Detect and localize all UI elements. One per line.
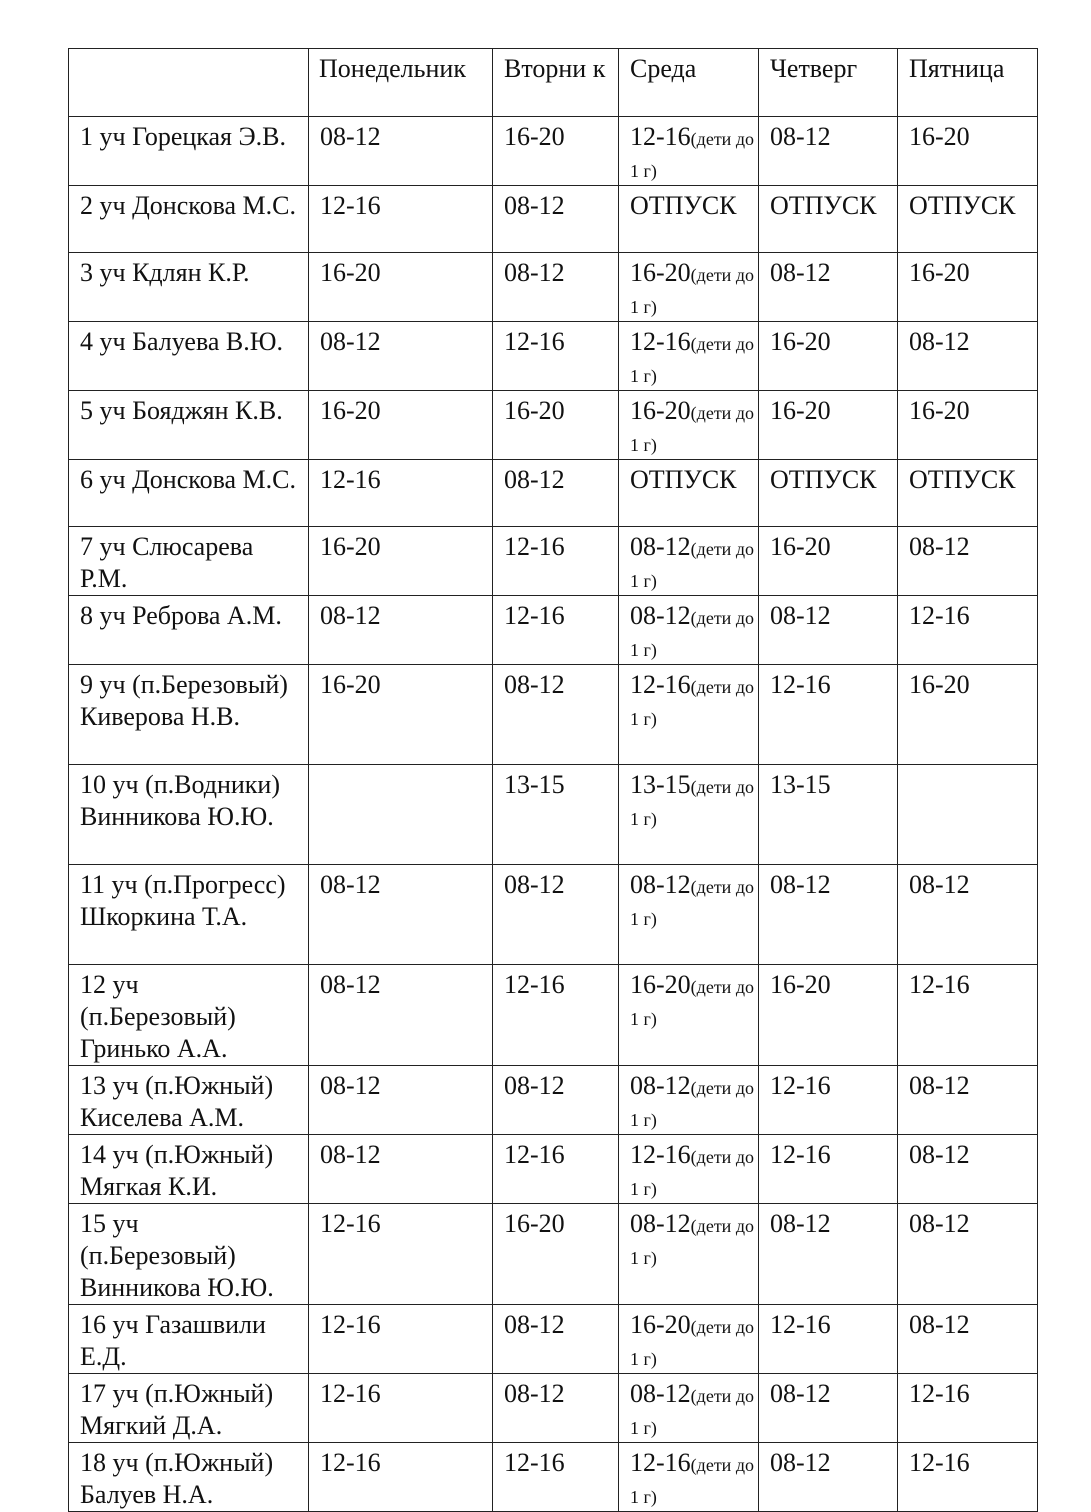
header-monday: Понедельник — [309, 49, 493, 117]
wednesday-note: (дети до 1 г) — [630, 334, 754, 386]
wednesday-hours: 16-20 — [630, 258, 691, 287]
station-cell: 17 уч (п.Южный) Мягкий Д.А. — [69, 1374, 309, 1443]
wednesday-cell — [619, 322, 759, 391]
station-cell: 15 уч (п.Березовый) Винникова Ю.Ю. — [69, 1204, 309, 1305]
wednesday-hours: 12-16 — [630, 1448, 691, 1477]
header-friday: Пятница — [898, 49, 1038, 117]
wednesday-note: (дети до 1 г) — [630, 1317, 754, 1369]
wednesday-note: (дети до 1 г) — [630, 539, 754, 591]
friday-cell: 12-16 — [898, 1374, 1038, 1443]
wednesday-note: (дети до 1 г) — [630, 677, 754, 729]
table-row — [69, 186, 1038, 253]
wednesday-cell — [619, 865, 759, 965]
monday-cell: 12-16 — [309, 1374, 493, 1443]
schedule-table — [68, 48, 1038, 1512]
friday-cell: 08-12 — [898, 1204, 1038, 1305]
tuesday-cell: 08-12 — [493, 665, 619, 765]
wednesday-note: (дети до 1 г) — [630, 403, 754, 455]
wednesday-note: (дети до 1 г) — [630, 1078, 754, 1130]
station-cell: 13 уч (п.Южный) Киселева А.М. — [69, 1066, 309, 1135]
monday-cell: 12-16 — [309, 1305, 493, 1374]
table-row — [69, 1204, 1038, 1305]
thursday-cell: 12-16 — [759, 665, 898, 765]
friday-cell: 08-12 — [898, 865, 1038, 965]
wednesday-hours: 08-12 — [630, 1209, 691, 1238]
table-row — [69, 1443, 1038, 1512]
station-cell: 2 уч Донскова М.С. — [69, 186, 309, 253]
wednesday-note: (дети до 1 г) — [630, 1455, 754, 1507]
table-row — [69, 1305, 1038, 1374]
thursday-cell: ОТПУСК — [759, 460, 898, 527]
friday-cell: 12-16 — [898, 596, 1038, 665]
monday-cell: 12-16 — [309, 1443, 493, 1512]
friday-cell: 16-20 — [898, 253, 1038, 322]
friday-cell: 08-12 — [898, 1066, 1038, 1135]
table-row — [69, 765, 1038, 865]
tuesday-cell: 12-16 — [493, 322, 619, 391]
thursday-cell: 16-20 — [759, 965, 898, 1066]
wednesday-cell — [619, 527, 759, 596]
tuesday-cell: 12-16 — [493, 965, 619, 1066]
friday-cell: ОТПУСК — [898, 460, 1038, 527]
thursday-cell: 08-12 — [759, 865, 898, 965]
table-row — [69, 253, 1038, 322]
friday-cell: 08-12 — [898, 1305, 1038, 1374]
wednesday-hours: 13-15 — [630, 770, 691, 799]
table-row — [69, 965, 1038, 1066]
wednesday-cell — [619, 1305, 759, 1374]
thursday-cell: 12-16 — [759, 1305, 898, 1374]
station-cell: 11 уч (п.Прогресс) Шкоркина Т.А. — [69, 865, 309, 965]
friday-cell: 12-16 — [898, 1443, 1038, 1512]
monday-cell: 08-12 — [309, 965, 493, 1066]
thursday-cell: 16-20 — [759, 527, 898, 596]
wednesday-cell — [619, 596, 759, 665]
station-cell: 10 уч (п.Водники) Винникова Ю.Ю. — [69, 765, 309, 865]
station-cell: 14 уч (п.Южный) Мягкая К.И. — [69, 1135, 309, 1204]
station-cell: 7 уч Слюсарева Р.М. — [69, 527, 309, 596]
monday-cell: 16-20 — [309, 391, 493, 460]
thursday-cell: 08-12 — [759, 1204, 898, 1305]
thursday-cell: 13-15 — [759, 765, 898, 865]
station-cell: 4 уч Балуева В.Ю. — [69, 322, 309, 391]
tuesday-cell: 08-12 — [493, 186, 619, 253]
wednesday-note: (дети до 1 г) — [630, 1386, 754, 1438]
tuesday-cell: 08-12 — [493, 1066, 619, 1135]
header-tuesday: Вторни к — [493, 49, 619, 117]
wednesday-hours: 08-12 — [630, 870, 691, 899]
monday-cell: 16-20 — [309, 665, 493, 765]
thursday-cell: 16-20 — [759, 391, 898, 460]
tuesday-cell: 16-20 — [493, 391, 619, 460]
thursday-cell: ОТПУСК — [759, 186, 898, 253]
friday-cell: 16-20 — [898, 117, 1038, 186]
table-row — [69, 322, 1038, 391]
wednesday-note: (дети до 1 г) — [630, 608, 754, 660]
table-row — [69, 1135, 1038, 1204]
wednesday-cell — [619, 965, 759, 1066]
station-cell: 18 уч (п.Южный) Балуев Н.А. — [69, 1443, 309, 1512]
friday-cell: 16-20 — [898, 391, 1038, 460]
header-corner — [69, 49, 309, 117]
thursday-cell: 08-12 — [759, 253, 898, 322]
wednesday-cell — [619, 1066, 759, 1135]
wednesday-hours: 12-16 — [630, 327, 691, 356]
header-row — [69, 49, 1038, 117]
station-cell: 12 уч (п.Березовый) Гринько А.А. — [69, 965, 309, 1066]
wednesday-hours: ОТПУСК — [630, 465, 737, 494]
monday-cell: 12-16 — [309, 1204, 493, 1305]
wednesday-cell — [619, 253, 759, 322]
tuesday-cell: 16-20 — [493, 1204, 619, 1305]
tuesday-cell: 12-16 — [493, 1443, 619, 1512]
tuesday-cell: 08-12 — [493, 1305, 619, 1374]
wednesday-cell — [619, 186, 759, 253]
tuesday-cell: 13-15 — [493, 765, 619, 865]
wednesday-cell — [619, 1443, 759, 1512]
wednesday-note: (дети до 1 г) — [630, 265, 754, 317]
wednesday-hours: 12-16 — [630, 122, 691, 151]
monday-cell: 08-12 — [309, 1066, 493, 1135]
monday-cell: 08-12 — [309, 117, 493, 186]
monday-cell: 08-12 — [309, 1135, 493, 1204]
friday-cell: 16-20 — [898, 665, 1038, 765]
wednesday-cell — [619, 117, 759, 186]
wednesday-note: (дети до 1 г) — [630, 777, 754, 829]
wednesday-cell — [619, 765, 759, 865]
wednesday-hours: 08-12 — [630, 1071, 691, 1100]
wednesday-note: (дети до 1 г) — [630, 129, 754, 181]
tuesday-cell: 08-12 — [493, 1374, 619, 1443]
wednesday-note: (дети до 1 г) — [630, 877, 754, 929]
friday-cell: 08-12 — [898, 1135, 1038, 1204]
thursday-cell: 12-16 — [759, 1066, 898, 1135]
monday-cell: 08-12 — [309, 865, 493, 965]
thursday-cell: 08-12 — [759, 117, 898, 186]
wednesday-note: (дети до 1 г) — [630, 1216, 754, 1268]
station-cell: 6 уч Донскова М.С. — [69, 460, 309, 527]
wednesday-hours: ОТПУСК — [630, 191, 737, 220]
monday-cell: 08-12 — [309, 596, 493, 665]
wednesday-hours: 08-12 — [630, 532, 691, 561]
wednesday-note: (дети до 1 г) — [630, 1147, 754, 1199]
table-row — [69, 117, 1038, 186]
schedule-body — [69, 49, 1038, 1512]
wednesday-hours: 12-16 — [630, 670, 691, 699]
table-row — [69, 865, 1038, 965]
wednesday-cell — [619, 1204, 759, 1305]
station-cell: 5 уч Бояджян К.В. — [69, 391, 309, 460]
table-row — [69, 665, 1038, 765]
friday-cell — [898, 765, 1038, 865]
tuesday-cell: 08-12 — [493, 460, 619, 527]
wednesday-cell — [619, 1135, 759, 1204]
monday-cell: 12-16 — [309, 460, 493, 527]
table-row — [69, 460, 1038, 527]
friday-cell: 08-12 — [898, 527, 1038, 596]
monday-cell — [309, 765, 493, 865]
header-wednesday: Среда — [619, 49, 759, 117]
wednesday-hours: 08-12 — [630, 601, 691, 630]
thursday-cell: 08-12 — [759, 1374, 898, 1443]
thursday-cell: 08-12 — [759, 596, 898, 665]
tuesday-cell: 12-16 — [493, 596, 619, 665]
tuesday-cell: 12-16 — [493, 1135, 619, 1204]
table-row — [69, 527, 1038, 596]
table-row — [69, 391, 1038, 460]
monday-cell: 08-12 — [309, 322, 493, 391]
table-row — [69, 1066, 1038, 1135]
station-cell: 8 уч Реброва А.М. — [69, 596, 309, 665]
wednesday-hours: 12-16 — [630, 1140, 691, 1169]
thursday-cell: 08-12 — [759, 1443, 898, 1512]
tuesday-cell: 16-20 — [493, 117, 619, 186]
tuesday-cell: 08-12 — [493, 865, 619, 965]
friday-cell: 08-12 — [898, 322, 1038, 391]
monday-cell: 16-20 — [309, 253, 493, 322]
tuesday-cell: 12-16 — [493, 527, 619, 596]
wednesday-hours: 16-20 — [630, 396, 691, 425]
monday-cell: 12-16 — [309, 186, 493, 253]
wednesday-cell — [619, 665, 759, 765]
friday-cell: ОТПУСК — [898, 186, 1038, 253]
header-thursday: Четверг — [759, 49, 898, 117]
station-cell: 3 уч Кдлян К.Р. — [69, 253, 309, 322]
wednesday-note: (дети до 1 г) — [630, 977, 754, 1029]
thursday-cell: 12-16 — [759, 1135, 898, 1204]
wednesday-hours: 16-20 — [630, 1310, 691, 1339]
wednesday-hours: 16-20 — [630, 970, 691, 999]
tuesday-cell: 08-12 — [493, 253, 619, 322]
table-row — [69, 1374, 1038, 1443]
table-row — [69, 596, 1038, 665]
station-cell: 16 уч Газашвили Е.Д. — [69, 1305, 309, 1374]
station-cell: 1 уч Горецкая Э.В. — [69, 117, 309, 186]
wednesday-cell — [619, 391, 759, 460]
thursday-cell: 16-20 — [759, 322, 898, 391]
wednesday-hours: 08-12 — [630, 1379, 691, 1408]
station-cell: 9 уч (п.Березовый) Киверова Н.В. — [69, 665, 309, 765]
wednesday-cell — [619, 1374, 759, 1443]
friday-cell: 12-16 — [898, 965, 1038, 1066]
wednesday-cell — [619, 460, 759, 527]
monday-cell: 16-20 — [309, 527, 493, 596]
